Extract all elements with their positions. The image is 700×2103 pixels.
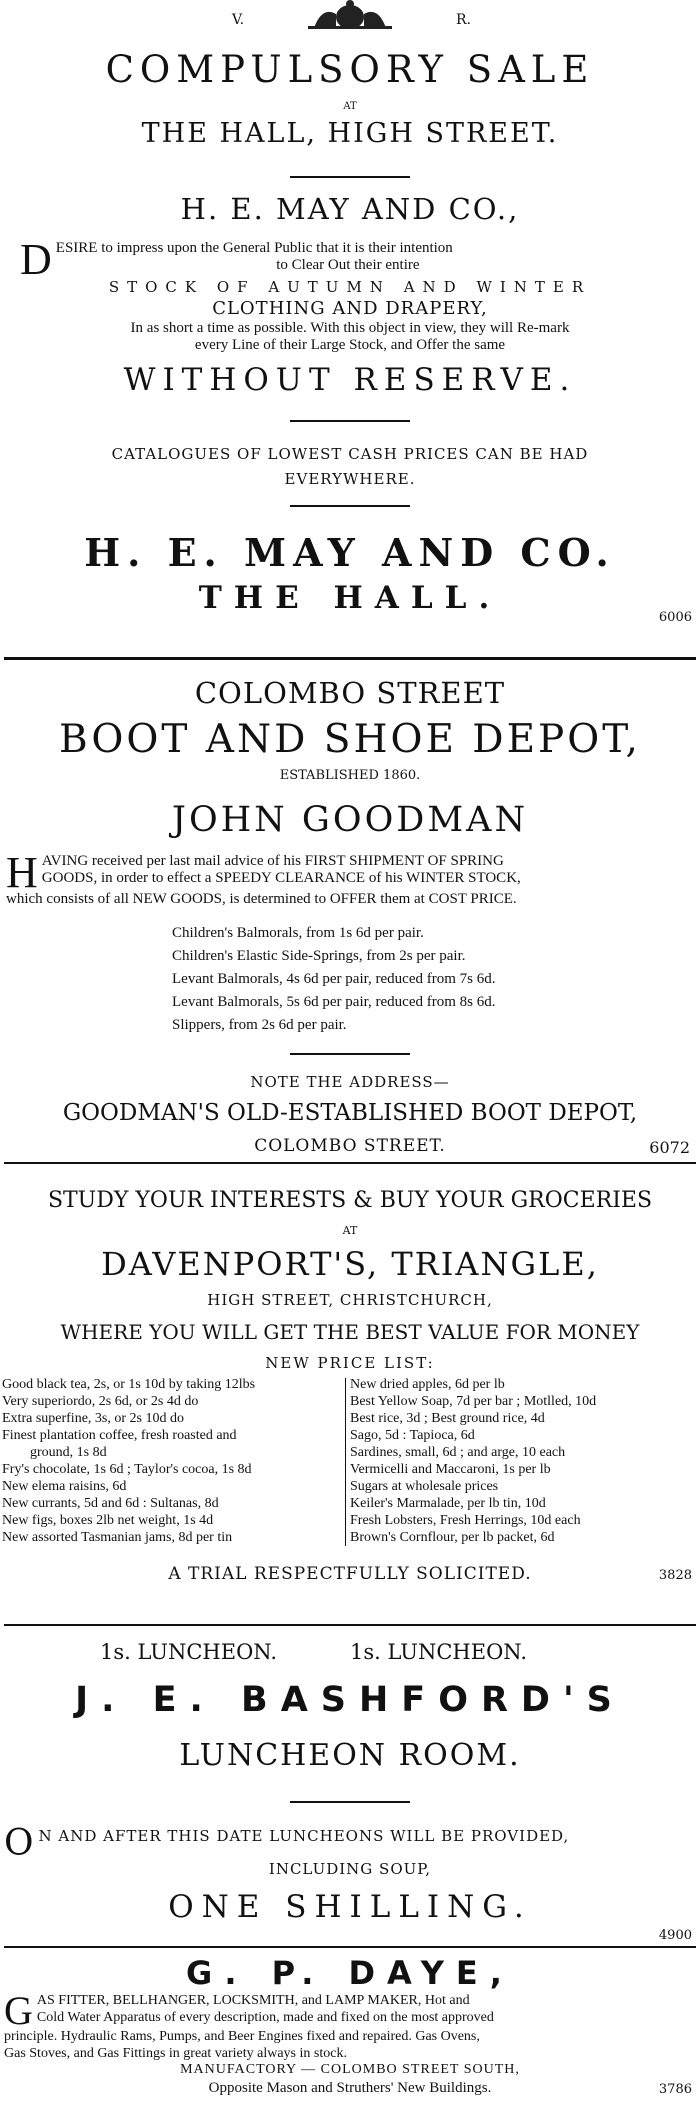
street-heading: COLOMBO STREET bbox=[194, 676, 506, 710]
list-item: ground, 1s 8d bbox=[30, 1445, 107, 1460]
list-item: New elema raisins, 6d bbox=[2, 1479, 127, 1494]
stock-line: STOCK OF AUTUMN AND WINTER bbox=[108, 278, 592, 296]
established-line: ESTABLISHED 1860. bbox=[279, 768, 421, 783]
daye-name: G. P. DAYE, bbox=[186, 1954, 514, 1992]
manufactory-line: MANUFACTORY — COLOMBO STREET SOUTH, bbox=[180, 2062, 520, 2077]
ad-may-and-co bbox=[0, 0, 700, 655]
ad-number: 3828 bbox=[658, 1568, 692, 1583]
vr-left-letter: V. bbox=[232, 12, 245, 28]
best-value-line: WHERE YOU WILL GET THE BEST VALUE FOR MONEY bbox=[60, 1320, 640, 1344]
depot-address: COLOMBO STREET. bbox=[254, 1136, 446, 1156]
intro-paragraph bbox=[4, 1824, 696, 1862]
ad-goodman bbox=[0, 660, 700, 1160]
list-item: Brown's Cornflour, per lb packet, 6d bbox=[350, 1530, 555, 1545]
intro-line: which consists of all NEW GOODS, is determined to OFFER them at COST PRICE. bbox=[6, 891, 517, 907]
item-list bbox=[172, 922, 495, 1037]
body-line: AS FITTER, BELLHANGER, LOCKSMITH, and LAMP MAKER, Hot and bbox=[36, 1993, 470, 2008]
body-paragraph bbox=[4, 1988, 696, 2062]
list-item: Levant Balmorals, 4s 6d per pair, reduced from 7s 6d. bbox=[172, 971, 496, 987]
drop-cap: G bbox=[4, 1988, 33, 2033]
remark-line: every Line of their Large Stock, and Offer the same bbox=[194, 337, 506, 353]
signature-hall: THE HALL. bbox=[198, 580, 502, 616]
list-item: Sugars at wholesale prices bbox=[350, 1479, 499, 1494]
ad-number: 6072 bbox=[649, 1138, 690, 1157]
compulsory-sale-headline: COMPULSORY SALE bbox=[105, 48, 595, 91]
list-item: Sago, 5d : Tapioca, 6d bbox=[350, 1428, 475, 1443]
divider bbox=[290, 1801, 410, 1803]
intro-line: GOODS, in order to effect a SPEEDY CLEARANCE of his WINTER STOCK, bbox=[41, 870, 521, 886]
list-item: Levant Balmorals, 5s 6d per pair, reduced from 8s 6d. bbox=[172, 994, 496, 1010]
bashford-name: J. E. BASHFORD'S bbox=[75, 1680, 625, 1720]
list-item: Slippers, from 2s 6d per pair. bbox=[172, 1017, 347, 1033]
luncheon-left: 1s. LUNCHEON. bbox=[100, 1640, 277, 1664]
list-item: Children's Elastic Side-Springs, from 2s per pair. bbox=[172, 948, 466, 964]
list-item: Children's Balmorals, from 1s 6d per pair. bbox=[172, 925, 424, 941]
list-item: New currants, 5d and 6d : Sultanas, 8d bbox=[2, 1496, 219, 1511]
trial-line: A TRIAL RESPECTFULLY SOLICITED. bbox=[168, 1564, 532, 1584]
ad-number: 6006 bbox=[658, 610, 692, 625]
ad-number: 3786 bbox=[658, 2082, 692, 2097]
vr-right-letter: R. bbox=[456, 12, 471, 28]
list-item: Sardines, small, 6d ; and arge, 10 each bbox=[350, 1445, 566, 1460]
list-item: Very superiordo, 2s 6d, or 2s 4d do bbox=[2, 1394, 199, 1409]
divider bbox=[290, 505, 410, 507]
intro-line: N AND AFTER THIS DATE LUNCHEONS WILL BE PROVIDED, bbox=[38, 1827, 570, 1845]
remark-line: In as short a time as possible. With this object in view, they will Re-mark bbox=[130, 320, 570, 336]
firm-name: H. E. MAY AND CO., bbox=[180, 192, 520, 226]
ad-number: 4900 bbox=[658, 1928, 692, 1943]
depot-name: GOODMAN'S OLD-ESTABLISHED BOOT DEPOT, bbox=[62, 1100, 638, 1126]
clothing-line: CLOTHING AND DRAPERY, bbox=[212, 298, 488, 319]
price-list-title: NEW PRICE LIST: bbox=[265, 1354, 435, 1372]
intro-line: INCLUDING SOUP, bbox=[268, 1860, 432, 1878]
note-address: NOTE THE ADDRESS— bbox=[250, 1073, 450, 1091]
luncheon-right: 1s. LUNCHEON. bbox=[350, 1640, 527, 1664]
list-item: Best rice, 3d ; Best ground rice, 4d bbox=[350, 1411, 545, 1426]
body-line: Gas Stoves, and Gas Fittings in great variety always in stock. bbox=[4, 2046, 347, 2061]
list-item: New figs, boxes 2lb net weight, 1s 4d bbox=[2, 1513, 214, 1528]
intro-line: ESIRE to impress upon the General Public that it is their intention bbox=[55, 240, 453, 256]
list-item: New assorted Tasmanian jams, 8d per tin bbox=[2, 1530, 233, 1545]
list-item: Extra superfine, 3s, or 2s 10d do bbox=[2, 1411, 184, 1426]
ad-davenport bbox=[0, 1164, 700, 1624]
opposite-line: Opposite Mason and Struthers' New Buildings. bbox=[208, 2080, 492, 2096]
list-item: Vermicelli and Maccaroni, 1s per lb bbox=[350, 1462, 551, 1477]
list-item: Keiler's Marmalade, per lb tin, 10d bbox=[350, 1496, 546, 1511]
list-item: Finest plantation coffee, fresh roasted and bbox=[2, 1428, 237, 1443]
drop-cap: H bbox=[6, 848, 38, 897]
intro-line: AVING received per last mail advice of his FIRST SHIPMENT OF SPRING bbox=[41, 853, 504, 869]
list-divider bbox=[345, 1378, 346, 1546]
location-heading: THE HALL, HIGH STREET. bbox=[141, 118, 559, 149]
without-reserve: WITHOUT RESERVE. bbox=[123, 362, 577, 398]
at-label: AT bbox=[342, 1224, 358, 1237]
list-item: Best Yellow Soap, 7d per bar ; Motlled, 10d bbox=[350, 1394, 597, 1409]
intro-paragraph bbox=[6, 848, 696, 908]
groceries-headline: STUDY YOUR INTERESTS & BUY YOUR GROCERIES bbox=[47, 1188, 653, 1213]
royal-arms-icon bbox=[300, 0, 400, 30]
drop-cap: D bbox=[20, 235, 52, 284]
ad-bashford bbox=[0, 1626, 700, 1944]
catalogues-line: CATALOGUES OF LOWEST CASH PRICES CAN BE HAD bbox=[111, 445, 589, 463]
davenport-name: DAVENPORT'S, TRIANGLE, bbox=[101, 1245, 599, 1283]
ad-daye bbox=[0, 1948, 700, 2103]
intro-line: to Clear Out their entire bbox=[276, 257, 420, 273]
divider bbox=[290, 176, 410, 178]
intro-paragraph bbox=[20, 235, 680, 284]
luncheon-room: LUNCHEON ROOM. bbox=[179, 1738, 521, 1773]
body-line: Cold Water Apparatus of every description, made and fixed on the most approved bbox=[36, 2010, 494, 2025]
davenport-address: HIGH STREET, CHRISTCHURCH, bbox=[207, 1291, 493, 1309]
at-label: AT bbox=[343, 101, 357, 112]
body-line: principle. Hydraulic Rams, Pumps, and Beer Engines fixed and repaired. Gas Ovens, bbox=[4, 2029, 480, 2044]
divider bbox=[290, 420, 410, 422]
divider bbox=[290, 1053, 410, 1055]
price-line: ONE SHILLING. bbox=[168, 1889, 532, 1925]
signature-firm: H. E. MAY AND CO. bbox=[84, 530, 616, 575]
list-item: Fry's chocolate, 1s 6d ; Taylor's cocoa, 1s 8d bbox=[2, 1462, 252, 1477]
list-item: Good black tea, 2s, or 1s 10d by taking 12lbs bbox=[2, 1377, 256, 1392]
price-list-left bbox=[2, 1376, 342, 1546]
price-list-right bbox=[350, 1376, 698, 1546]
owner-name: JOHN GOODMAN bbox=[171, 800, 529, 840]
drop-cap: O bbox=[4, 1823, 35, 1864]
list-item: New dried apples, 6d per lb bbox=[350, 1377, 505, 1392]
boot-depot-title: BOOT AND SHOE DEPOT, bbox=[59, 717, 641, 762]
list-item: Fresh Lobsters, Fresh Herrings, 10d each bbox=[350, 1513, 581, 1528]
catalogues-line: EVERYWHERE. bbox=[284, 470, 416, 488]
